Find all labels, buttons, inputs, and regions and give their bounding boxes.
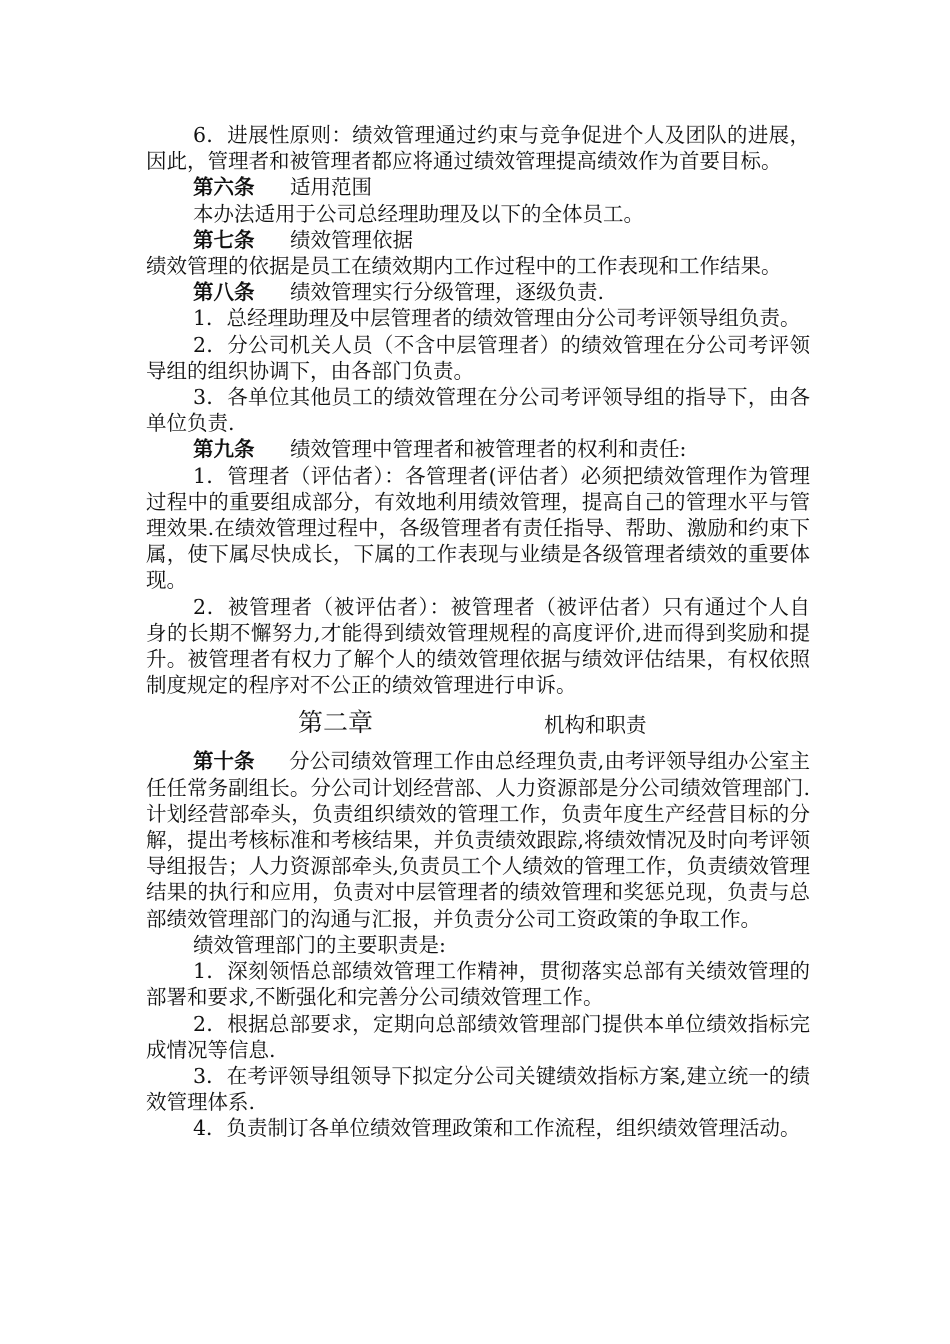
article-title: 适用范围 [290,175,372,200]
article-9-item: 2．被管理者（被评估者）：被管理者（被评估者）只有通过个人自身的长期不懈努力,才能得到绩效管理规程的高度评价,进而得到奖励和提升。被管理者有权力了解个人的绩效管理依据与绩效评估结果，有权依照制度规定的程序对不公正的绩效管理进行申诉。 [146,594,810,698]
article-7-body: 绩效管理的依据是员工在绩效期内工作过程中的工作表现和工作结果。 [146,254,782,279]
article-6-body: 本办法适用于公司总经理助理及以下的全体员工。 [193,201,644,226]
document-page [146,122,810,1142]
chapter-heading [146,702,810,748]
article-6-heading [146,174,810,200]
article-title: 绩效管理实行分级管理，逐级负责. [290,280,605,305]
article-9-item: 1．管理者（评估者）：各管理者(评估者）必须把绩效管理作为管理过程中的重要组成部分，有效地利用绩效管理，提高自己的管理水平与管理效果.在绩效管理过程中，各级管理者有责任指导、帮助、激励和约束下属，使下属尽快成长，下属的工作表现与业绩是各级管理者绩效的重要体现。 [146,463,810,593]
article-8-heading [146,279,810,305]
article-8-item: 3．各单位其他员工的绩效管理在分公司考评领导组的指导下，由各单位负责. [146,385,810,436]
article-8-item: 1．总经理助理及中层管理者的绩效管理由分公司考评领导组负责。 [193,306,801,331]
chapter-title: 机构和职责 [544,713,647,738]
article-10-body: 分公司绩效管理工作由总经理负责,由考评领导组办公室主任任常务副组长。分公司计划经营部、人力资源部是分公司绩效管理部门.计划经营部牵头，负责组织绩效的管理工作，负责年度生产经营目标的分解，提出考核标准和考核结果，并负责绩效跟踪,将绩效情况及时向考评领导组报告；人力资源部牵头,负责员工个人绩效的管理工作，负责绩效管理结果的执行和应用，负责对中层管理者的绩效管理和奖惩兑现，负责与总部绩效管理部门的沟通与汇报，并负责分公司工资政策的争取工作。 [146,749,810,931]
article-7-heading [146,227,810,253]
duty-item: 3．在考评领导组领导下拟定分公司关键绩效指标方案,建立统一的绩效管理体系. [146,1063,810,1115]
article-number: 第六条 [193,175,255,200]
article-title: 绩效管理中管理者和被管理者的权利和责任: [290,437,687,462]
article-number: 第九条 [193,437,255,462]
article-title: 绩效管理依据 [290,227,413,252]
duty-item: 1．深刻领悟总部绩效管理工作精神，贯彻落实总部有关绩效管理的部署和要求,不断强化和完善分公司绩效管理工作。 [146,959,810,1010]
article-8-item: 2．分公司机关人员（不含中层管理者）的绩效管理在分公司考评领导组的组织协调下，由各部门负责。 [146,332,810,383]
duties-intro: 绩效管理部门的主要职责是: [193,932,446,957]
article-number: 第七条 [193,227,255,252]
duty-item: 2．根据总部要求，定期向总部绩效管理部门提供本单位绩效指标完成情况等信息. [146,1011,810,1062]
article-number: 第十条 [193,749,255,774]
duty-item: 4．负责制订各单位绩效管理政策和工作流程，组织绩效管理活动。 [193,1116,801,1141]
article-9-heading [146,436,810,462]
chapter-number: 第二章 [298,708,374,738]
article-number: 第八条 [193,280,255,305]
principle-6-paragraph: 6．进展性原则：绩效管理通过约束与竞争促进个人及团队的进展，因此，管理者和被管理者都应将通过绩效管理提高绩效作为首要目标。 [146,123,810,174]
article-10-paragraph [146,748,810,931]
